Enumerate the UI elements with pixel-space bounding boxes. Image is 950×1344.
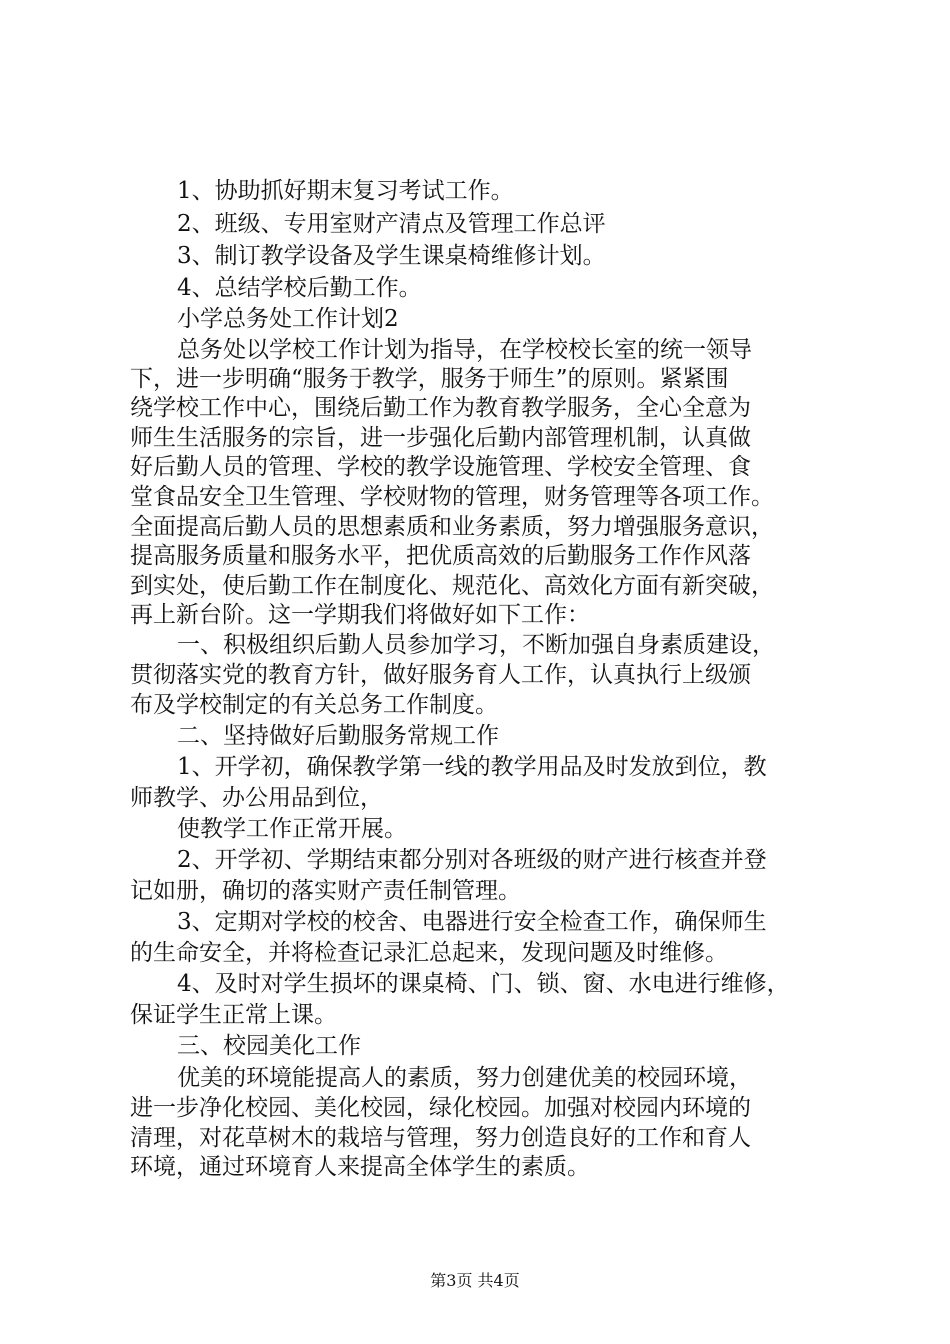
text-line: 好后勤人员的管理、学校的教学设施管理、学校安全管理、食 <box>130 454 751 480</box>
text-line: 绕学校工作中心，围绕后勤工作为教育教学服务，全心全意为 <box>130 395 751 421</box>
page-footer: 第3页 共4页 <box>430 1271 520 1290</box>
text-line: 到实处，使后勤工作在制度化、规范化、高效化方面有新突破， <box>130 573 774 599</box>
text-line: 布及学校制定的有关总务工作制度。 <box>130 692 498 718</box>
text-line: 的生命安全，并将检查记录汇总起来，发现问题及时维修。 <box>130 940 728 966</box>
text-line: 清理，对花草树木的栽培与管理，努力创造良好的工作和育人 <box>130 1125 751 1151</box>
text-line: 保证学生正常上课。 <box>130 1002 337 1028</box>
text-line: 3、定期对学校的校舍、电器进行安全检查工作，确保师生 <box>177 909 767 935</box>
text-line: 一、积极组织后勤人员参加学习，不断加强自身素质建设， <box>177 632 775 658</box>
text-line: 4、及时对学生损坏的课桌椅、门、锁、窗、水电进行维修， <box>177 971 790 997</box>
text-line: 4、总结学校后勤工作。 <box>177 275 422 301</box>
text-line: 使教学工作正常开展。 <box>177 816 407 842</box>
text-line: 2、开学初、学期结束都分别对各班级的财产进行核查并登 <box>177 847 767 873</box>
section-heading: 二、坚持做好后勤服务常规工作 <box>177 723 499 749</box>
text-line: 堂食品安全卫生管理、学校财物的管理，财务管理等各项工作。 <box>130 484 774 510</box>
section-heading: 三、校园美化工作 <box>177 1033 361 1059</box>
text-line: 环境，通过环境育人来提高全体学生的素质。 <box>130 1154 590 1180</box>
text-line: 3、制订教学设备及学生课桌椅维修计划。 <box>177 243 606 269</box>
text-line: 1、开学初，确保教学第一线的教学用品及时发放到位，教 <box>177 754 767 780</box>
text-line: 记如册，确切的落实财产责任制管理。 <box>130 878 521 904</box>
text-line: 师生生活服务的宗旨，进一步强化后勤内部管理机制，认真做 <box>130 425 751 451</box>
text-line: 全面提高后勤人员的思想素质和业务素质，努力增强服务意识， <box>130 514 774 540</box>
text-line: 下，进一步明确“服务于教学，服务于师生”的原则。紧紧围 <box>130 366 729 392</box>
text-line: 师教学、办公用品到位， <box>130 785 383 811</box>
text-line: 总务处以学校工作计划为指导，在学校校长室的统一领导 <box>177 337 752 363</box>
text-line: 优美的环境能提高人的素质，努力创建优美的校园环境， <box>177 1065 752 1091</box>
text-line: 2、班级、专用室财产清点及管理工作总评 <box>177 211 606 237</box>
text-line: 进一步净化校园、美化校园，绿化校园。加强对校园内环境的 <box>130 1095 751 1121</box>
section-heading: 小学总务处工作计划2 <box>177 306 399 332</box>
text-line: 1、协助抓好期末复习考试工作。 <box>177 178 514 204</box>
text-line: 再上新台阶。这一学期我们将做好如下工作： <box>130 602 590 628</box>
text-line: 贯彻落实党的教育方针，做好服务育人工作，认真执行上级颁 <box>130 662 751 688</box>
text-line: 提高服务质量和服务水平，把优质高效的后勤服务工作作风落 <box>130 543 751 569</box>
